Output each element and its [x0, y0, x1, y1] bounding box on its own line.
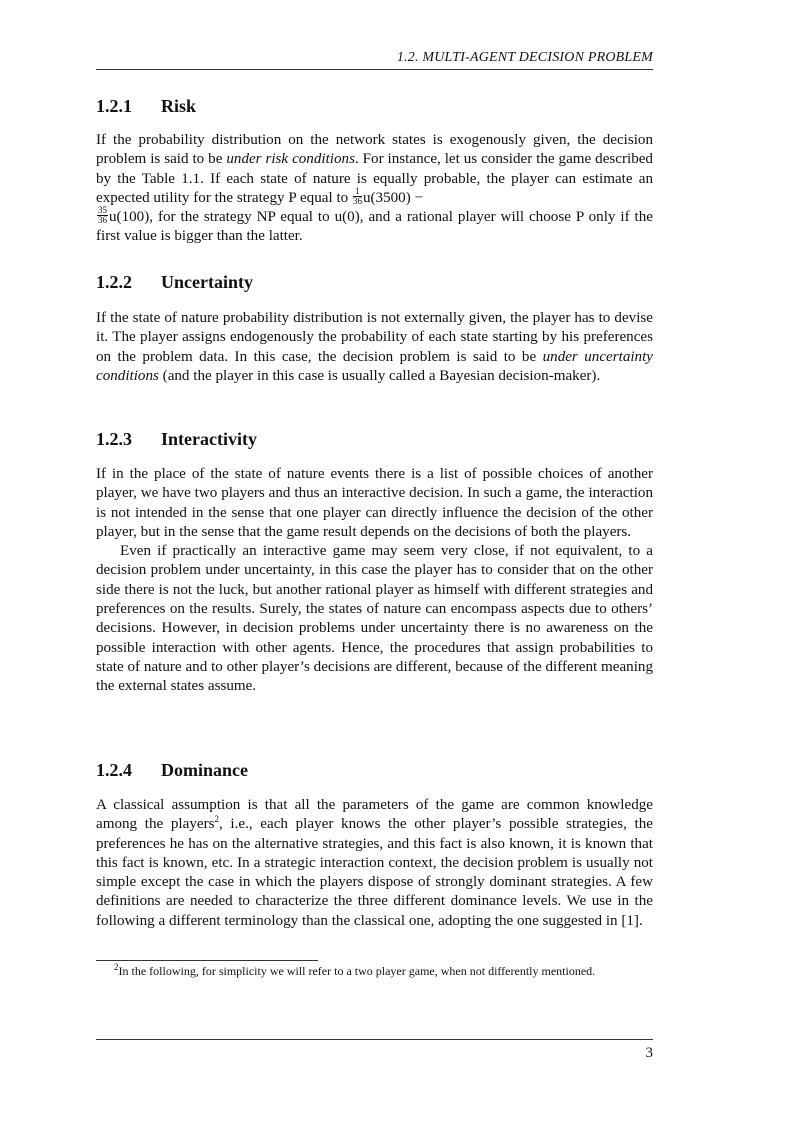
section-uncertainty: [96, 272, 653, 386]
section-heading: [96, 272, 653, 298]
section-title: Risk: [161, 96, 197, 116]
paragraph: If the probability distribution on the network states is exogenously given, the decision problem is said to be under risk conditions. For instance, let us consider the game described by the Table 1.1. If each state of nature is equally probable, the player can estimate an expected utility for the strategy P equal to $\frac{1}{36}$ u(3500) − $\frac{35}{36}$ u(100), for the strategy NP equal to u(0), and a rational player will choose P only if the first value is bigger than the latter.: [96, 132, 653, 245]
footnote-marker: 2: [214, 814, 219, 825]
section-number: 1.2.2: [96, 272, 132, 292]
footnote-mark: 2: [114, 962, 119, 972]
paragraph: A classical assumption is that all the parameters of the game are common knowledge among the players$^2$, i.e., each player knows the other player’s possible strategies, the preferences he has on the alternative strategies, and this fact is also known, it is known that this fact is known, etc. In a strategic interaction context, the decision problem is usually not simple except the case in which the players dispose of strongly dominant strategies. A few definitions are needed to characterize the three different dominance levels. We use in the following a different terminology than the classical one, adopting the one suggested in [1].: [96, 797, 653, 929]
paragraph: Even if practically an interactive game may seem very close, if not equivalent, to a decision problem under uncertainty, in this case the player has to consider that on the other side there is not the luck, but another rational player as himself with different strategies and preferences on the results. Surely, the states of nature can encompass aspects due to others’ decisions. However, in decision problems under uncertainty there is no awareness on the possible interaction with other agents. Hence, the procedures that assign probabilities to state of nature and to other player’s decisions are different, because of the different meaning the external states assume.: [96, 543, 653, 695]
footnote-rule: [96, 960, 318, 961]
page-number: 3: [645, 1045, 653, 1061]
section-heading: [96, 760, 653, 786]
emphasis: under risk conditions: [226, 151, 355, 168]
section-title: Interactivity: [161, 429, 257, 449]
section-title: Dominance: [161, 760, 248, 780]
section-dominance: [96, 760, 653, 931]
paragraph: If the state of nature probability distribution is not externally given, the player has to devise it. The player assigns endogenously the probability of each state starting by his preferences on the problem data. In this case, the decision problem is said to be under uncertainty conditions (and the player in this case is usually called a Bayesian decision-maker).: [96, 310, 653, 384]
header-rule: [96, 69, 653, 70]
section-heading: [96, 429, 653, 455]
footnote: [96, 963, 653, 980]
section-heading: [96, 96, 653, 122]
section-interactivity: [96, 429, 653, 697]
footnote-text: In the following, for simplicity we will refer to a two player game, when not differently mentioned.: [118, 964, 596, 978]
section-number: 1.2.1: [96, 96, 132, 116]
footer-rule: [96, 1039, 653, 1040]
section-number: 1.2.3: [96, 429, 132, 449]
fraction: $\frac{1}{36}$: [352, 185, 362, 206]
section-risk: [96, 96, 653, 247]
section-title: Uncertainty: [161, 272, 253, 292]
fraction: $\frac{35}{36}$: [98, 205, 107, 226]
paragraph: If in the place of the state of nature events there is a list of possible choices of another player, we have two players and thus an interactive decision. In such a game, the interaction is not intended in the sense that one player can directly influence the decision of the other player, but in the sense that the game result depends on the decisions of both the players.: [96, 466, 653, 540]
running-header: 1.2. MULTI-AGENT DECISION PROBLEM: [396, 50, 653, 65]
section-number: 1.2.4: [96, 760, 132, 780]
emphasis: under uncertainty conditions: [96, 348, 653, 384]
